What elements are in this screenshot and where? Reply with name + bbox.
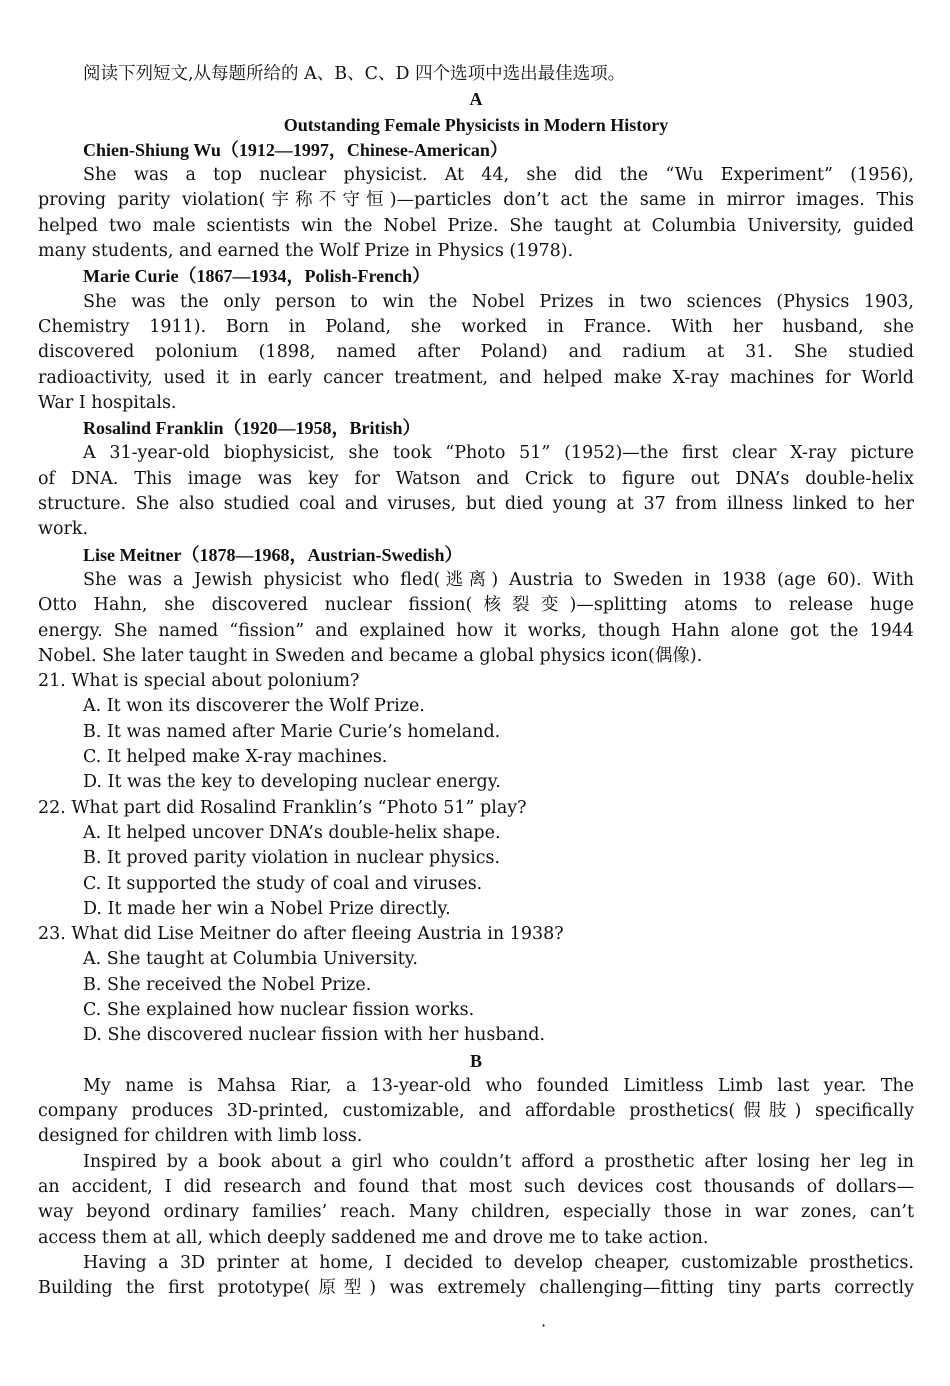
b-paragraph-line: Inspired by a book about a girl who couldn’t afford a prosthetic after losing her leg in xyxy=(83,1151,914,1172)
exam-page xyxy=(38,62,914,1302)
answer-option[interactable]: B. It was named after Marie Curie’s homeland. xyxy=(83,721,501,742)
answer-option[interactable]: D. It made her win a Nobel Prize directly. xyxy=(83,898,451,919)
franklin-heading: Rosalind Franklin（1920—1958，British） xyxy=(83,418,421,439)
answer-option[interactable]: B. It proved parity violation in nuclear physics. xyxy=(83,848,501,869)
meitner-line: energy. She named “fission” and explained how it works, though Hahn alone got the 1944 xyxy=(38,620,914,641)
franklin-line: structure. She also studied coal and viruses, but died young at 37 from illness linked to her xyxy=(38,494,914,515)
wu-line: helped two male scientists win the Nobel Prize. She taught at Columbia University, guided xyxy=(38,215,914,236)
curie-line: radioactivity, used it in early cancer treatment, and helped make X-ray machines for World xyxy=(38,367,914,388)
instruction: 阅读下列短文,从每题所给的 A、B、C、D 四个选项中选出最佳选项。 xyxy=(83,64,626,84)
answer-option[interactable]: D. It was the key to developing nuclear energy. xyxy=(83,772,501,793)
b-paragraph-line: company produces 3D-printed, customizable, and affordable prosthetics(假肢) specifically xyxy=(38,1101,914,1122)
answer-option[interactable]: A. She taught at Columbia University. xyxy=(83,949,418,970)
b-paragraph-line: an accident, I did research and found that most such devices cost thousands of dollars— xyxy=(38,1177,914,1198)
franklin-line: of DNA. This image was key for Watson and Crick to figure out DNA’s double-helix xyxy=(38,468,914,489)
meitner-line: She was a Jewish physicist who fled(逃离) Austria to Sweden in 1938 (age 60). With xyxy=(83,569,914,590)
question-stem: 22. What part did Rosalind Franklin’s “Photo 51” play? xyxy=(38,797,527,818)
franklin-line: A 31-year-old biophysicist, she took “Photo 51” (1952)—the first clear X-ray picture xyxy=(83,443,914,464)
answer-option[interactable]: B. She received the Nobel Prize. xyxy=(83,974,372,995)
section-a-label: A xyxy=(469,89,483,110)
wu-line: many students, and earned the Wolf Prize in Physics (1978). xyxy=(38,241,574,262)
wu-heading: Chien-Shiung Wu（1912—1997，Chinese-American） xyxy=(83,139,508,160)
franklin-line: work. xyxy=(38,519,89,540)
section-b-label: B xyxy=(469,1050,482,1071)
page-footer-mark: · xyxy=(541,1316,547,1335)
answer-option[interactable]: D. She discovered nuclear fission with her husband. xyxy=(83,1025,546,1046)
answer-option[interactable]: A. It helped uncover DNA’s double-helix shape. xyxy=(83,822,501,843)
answer-option[interactable]: A. It won its discoverer the Wolf Prize. xyxy=(83,696,425,717)
b-paragraph-line: Having a 3D printer at home, I decided to develop cheaper, customizable prosthetics. xyxy=(83,1252,914,1273)
section-a-title: Outstanding Female Physicists in Modern History xyxy=(283,114,669,135)
curie-line: Chemistry 1911). Born in Poland, she worked in France. With her husband, she xyxy=(38,316,914,337)
answer-option[interactable]: C. She explained how nuclear fission works. xyxy=(83,999,475,1020)
question-stem: 21. What is special about polonium? xyxy=(38,671,360,692)
meitner-line: Nobel. She later taught in Sweden and became a global physics icon(偶像). xyxy=(38,645,703,666)
b-paragraph-line: Building the first prototype(原型) was extremely challenging—fitting tiny parts correctly xyxy=(38,1278,914,1299)
curie-line: War I hospitals. xyxy=(38,392,177,413)
meitner-line: Otto Hahn, she discovered nuclear fission(核裂变)—splitting atoms to release huge xyxy=(38,595,914,616)
answer-option[interactable]: C. It supported the study of coal and viruses. xyxy=(83,873,483,894)
wu-line: She was a top nuclear physicist. At 44, she did the “Wu Experiment” (1956), xyxy=(83,165,914,186)
b-paragraph-line: designed for children with limb loss. xyxy=(38,1126,363,1147)
meitner-heading: Lise Meitner（1878—1968，Austrian-Swedish） xyxy=(83,544,463,565)
wu-line: proving parity violation(宇称不守恒)—particles don’t act the same in mirror images. This xyxy=(38,190,914,211)
question-stem: 23. What did Lise Meitner do after fleeing Austria in 1938? xyxy=(38,924,564,945)
b-paragraph-line: My name is Mahsa Riar, a 13-year-old who founded Limitless Limb last year. The xyxy=(83,1075,914,1096)
answer-option[interactable]: C. It helped make X-ray machines. xyxy=(83,747,388,768)
curie-line: She was the only person to win the Nobel Prizes in two sciences (Physics 1903, xyxy=(83,291,914,312)
curie-line: discovered polonium (1898, named after Poland) and radium at 31. She studied xyxy=(38,342,914,363)
curie-heading: Marie Curie（1867—1934，Polish-French） xyxy=(83,266,431,287)
b-paragraph-line: access them at all, which deeply saddened me and drove me to take action. xyxy=(38,1227,709,1248)
b-paragraph-line: way beyond ordinary families’ reach. Many children, especially those in war zones, can’t xyxy=(38,1202,914,1223)
